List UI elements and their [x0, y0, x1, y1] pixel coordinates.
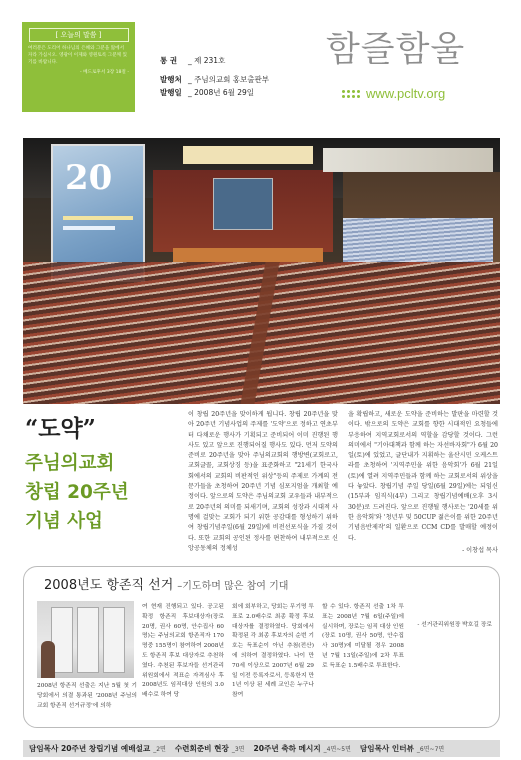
issue-number-row: 통 권 _ 제 231호: [160, 56, 226, 65]
election-section: [23, 566, 500, 728]
publisher-row: 발행처 _ 주님의교회 홍보출판부: [160, 75, 269, 84]
daily-verse-body: 여러분은 도리어 하나님의 은혜와 그분을 앎에서 자라 가십시오. 영광이 이제와 영원토록 그분께 있기를 바랍니다.: [28, 46, 127, 65]
contents-footer: [23, 740, 500, 757]
article-signature: - 이창섭 목사: [462, 546, 498, 554]
issue-info: [160, 54, 269, 99]
election-column-1: 여 현재 진행되고 있다. 공고된 확정 항존직 후보대상자(장로 20명, 권사 60명, 안수집사 60명)는 주님의교회 항존직자 170명중 155명이 참여하여 2008년도 항존직 후보 대상자로 추천하였다. 추천된 후보자들 선거관리위원회에서 적표순 자격심사 후 2008년도 임직대상 인원의 3.0 배수로 하여 당: [142, 604, 224, 699]
main-headline: [25, 410, 180, 536]
headline-quote: “도약”: [25, 415, 96, 442]
headline-line-1: 주님의교회: [25, 453, 115, 474]
daily-verse-reference: - 베드로후서 3장 18절 -: [80, 70, 129, 75]
election-caption: 2008년 항존직 선출은 지난 5월 첫 기당회에서 의결 통과된 '2008년 주님의교회 항존직 선거규정'에 의하: [37, 683, 137, 709]
daily-verse-box: [22, 22, 135, 112]
projection-screen: 20: [51, 144, 145, 282]
website-link[interactable]: www.pcltv.org: [366, 86, 446, 101]
headline-line-2: 창립 20주년: [25, 482, 129, 503]
article-column-2: [348, 410, 498, 556]
footer-item-sermon[interactable]: 담임목사 20주년 창립기념 예배설교 _2면: [29, 744, 166, 753]
voting-booth-photo: [37, 601, 134, 678]
publish-date-row: 발행일 _ 2008년 6월 29일: [160, 88, 255, 97]
article-column-2-text: 을 확립하고, 새로운 도약을 준비하는 발판을 마련할 것이다. 밖으로의 도약은 교회를 향한 시대적인 요청들에 부응하여 지역교회로서의 역할을 감당할 것이다. 그런 의미에서 "기아대책과 함께 하는 자선바자회"가 6월 20일(토)에 있었고, 글단내가 지휘하는 울산시민 오케스트라를 초청하여 '지역주민을 위한 음악회'가 6월 21일(토)에 열려 지역주민들과 함께 하는 교회로서의 위상을 다 놓았다. 창립기념 주일 당일(6월 29일)에는 되임신(15부과 임직식(4부) 그리고 창립기념예배(오후 3시 30분)로 드려진다. 앞으로 진행될 행사로는 '20세를 위한 음악회'와 '청년부 및 50CUP 젊은이를 위한 20주년 기념음반제작'의 일환으로 CCM CD를 발매할 예정이다.: [348, 411, 498, 542]
headline-line-3: 기념 사업: [25, 511, 103, 532]
website-row: [342, 86, 506, 101]
footer-item-interview[interactable]: 담임목사 인터뷰 _6면~7면: [359, 744, 445, 753]
footer-item-retreat[interactable]: 수련회준비 현장 _3면: [174, 744, 245, 753]
election-column-4: [412, 603, 492, 631]
footer-item-messages[interactable]: 20주년 축하 메시지 _4면~5면: [253, 744, 351, 753]
anniversary-service-photo: [23, 138, 500, 404]
election-title: 2008년도 항존직 선거 –기도하며 많은 참여 기대: [44, 578, 289, 593]
newsletter-brand: [326, 22, 506, 101]
election-subtitle: –기도하며 많은 참여 기대: [177, 581, 289, 592]
election-column-2: 회에 회부하고, 당회는 무기명 투표로 2.0배수로 최종 확정 후보 대상자를 결정하였다. 당회에서 확정된 각 최종 후보자의 순번 기호는 득표순이 아닌 추첨(전산)에 의하여 결정하였다. 나이 만70세 이상으로 2007년 6월 29일 이전 등록자로서, 등록한지 만1년 이상 된 세례 교인은 누구나 참여: [232, 604, 315, 699]
daily-verse-title: [ 오늘의 말씀 ]: [29, 28, 129, 42]
dot-grid-icon: [342, 90, 360, 98]
article-column-1: 이 창립 20주년을 맞이하게 됩니다. 창립 20주년을 맞아 20주년 기념사업의 주제를 '도약'으로 정하고 연초부터 다채로운 행사가 기획되고 준비되어 이미 진행된 행사도 있고 앞으로 진행되어질 행사도 있다. 먼저 도약의 준비로 20주년을 맞아 주님의교회의 행방변(교회로고, 교회글꼴, 교회상징 등)을 표준화하고 "21세기 한국사회에서의 교회의 비판적인 위상"등의 주제로 가계의 전문가들을 초청하여 20주년 기념 심포지엄을 개최할 예정이다. 앞으로의 도약은 주님의교회 교우들과 내부적으로 20주년의 의미를 되새기며, 교회의 성장과 시대적 사명에 걸맞는 교회가 되기 위한 공감대를 형성하기 위하여 창립기념주일(6월 29일)에 비전선포식을 가질 것이다. 또한 교회의 공인된 정사를 편찬하여 내부적으로 신앙공동체의 정체성: [188, 411, 338, 552]
election-signature: - 선거관리위원장 박호길 장로: [417, 622, 492, 628]
election-column-3: 할 수 있다. 항존직 선출 1차 투표는 2008년 7월 6일(주일)에 실시하며, 장로는 임직 대상 인원(장로 10명, 권사 50명, 안수집사 30명)에 미달될 경우 2008년 7월 13일(주일)에 2차 투표로 득표순 1.5배수로 투표한다.: [322, 604, 405, 669]
newsletter-title: 함즐함울: [326, 30, 466, 70]
